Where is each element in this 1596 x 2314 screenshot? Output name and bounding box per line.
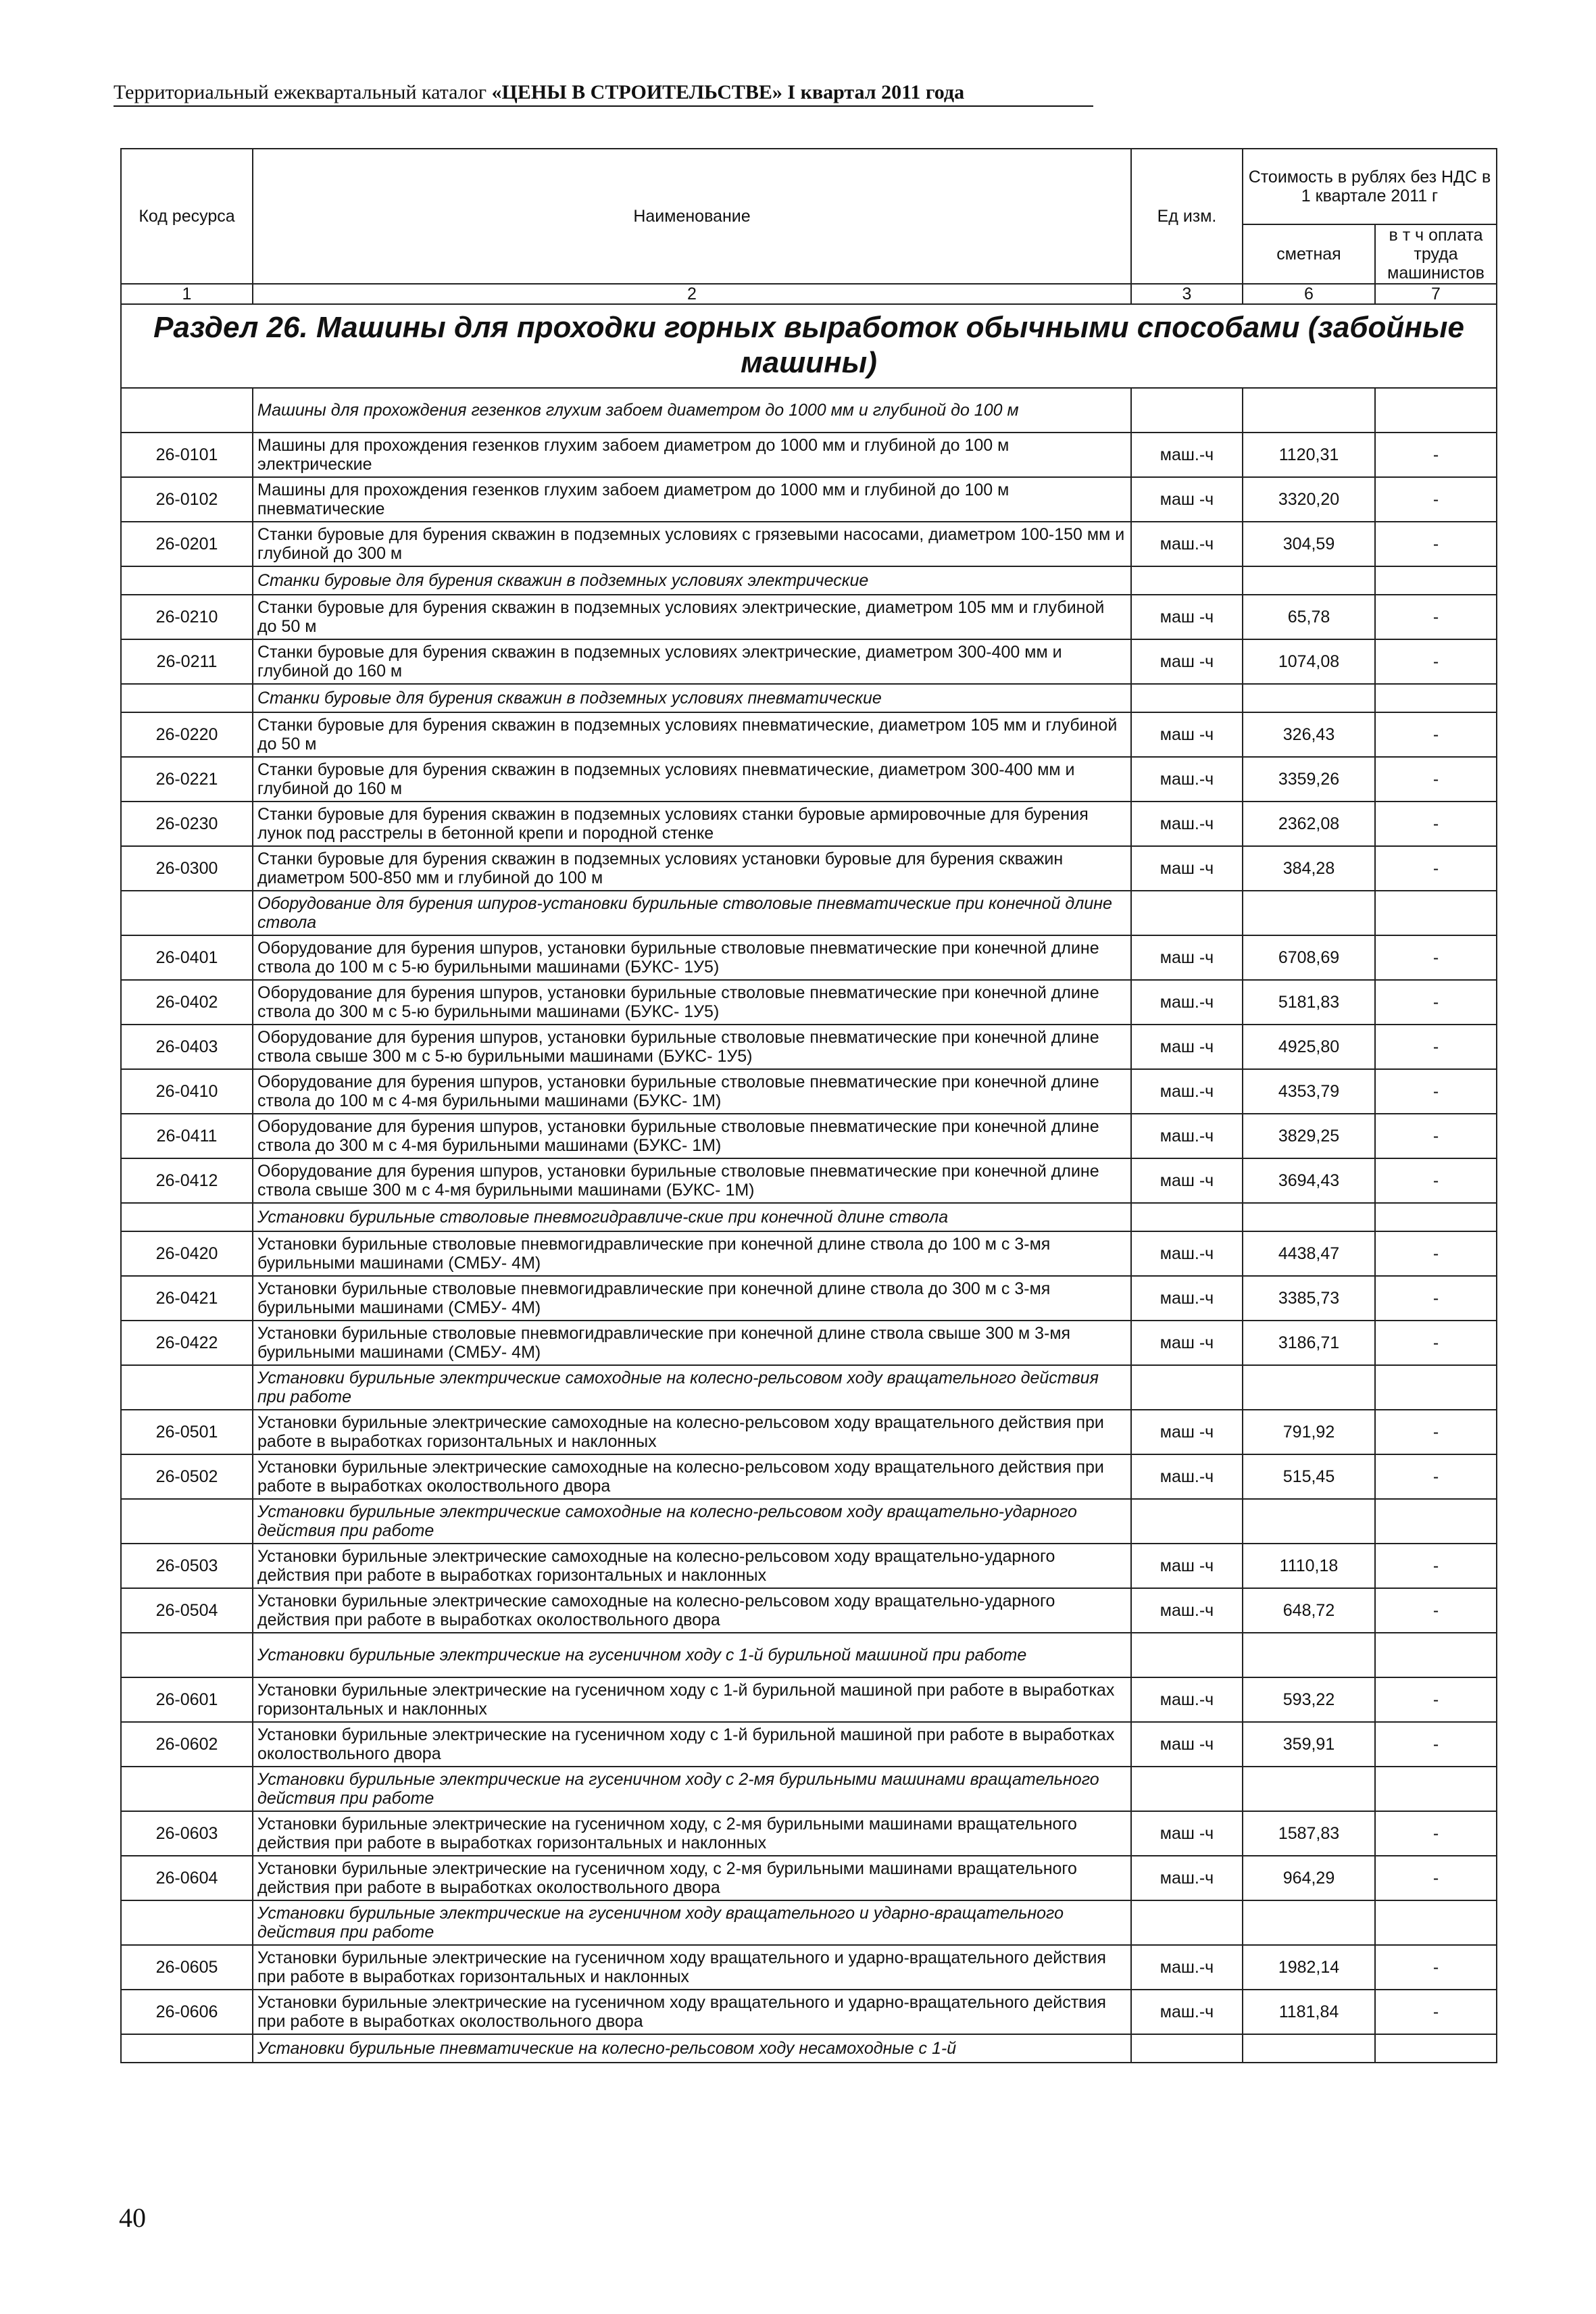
- unit: маш.-ч: [1131, 980, 1243, 1025]
- item-name: Станки буровые для бурения скважин в подземных условиях электрические, диаметром 300-400 мм и глубиной до 160 м: [253, 639, 1131, 684]
- subheading-row: [121, 891, 1497, 935]
- item-name: Установки бурильные электрические на гусеничном ходу, с 2-мя бурильными машинами вращательного действия при работе в выработках околоствольного двора: [253, 1856, 1131, 1900]
- estimated-cost: 1074,08: [1243, 639, 1375, 684]
- table-row: [121, 477, 1497, 522]
- item-name: Оборудование для бурения шпуров, установки бурильные стволовые пневматические при конечной длине ствола до 100 м с 4-мя бурильными машинами (БУКС- 1М): [253, 1069, 1131, 1114]
- item-name: Установки бурильные электрические на гусеничном ходу с 1-й бурильной машиной при работе: [253, 1633, 1131, 1677]
- operator-wage: -: [1375, 846, 1497, 891]
- item-name: Установки бурильные стволовые пневмогидравлические при конечной длине ствола до 300 м с 3-мя бурильными машинами (СМБУ- 4М): [253, 1276, 1131, 1321]
- item-name: Станки буровые для бурения скважин в подземных условиях пневматические, диаметром 300-400 мм и глубиной до 160 м: [253, 757, 1131, 802]
- item-name: Установки бурильные электрические самоходные на колесно-рельсовом ходу вращательно-ударного действия при работе: [253, 1499, 1131, 1544]
- table-row: [121, 1114, 1497, 1158]
- unit: маш -ч: [1131, 1722, 1243, 1767]
- unit: маш -ч: [1131, 846, 1243, 891]
- item-name: Оборудование для бурения шпуров, установки бурильные стволовые пневматические при конечной длине ствола свыше 300 м с 5-ю бурильными машинами (БУКС- 1У5): [253, 1025, 1131, 1069]
- estimated-cost: 1982,14: [1243, 1945, 1375, 1990]
- column-numbers-row: [121, 284, 1497, 304]
- operator-wage: [1375, 891, 1497, 935]
- table-row: [121, 433, 1497, 477]
- unit: маш -ч: [1131, 1158, 1243, 1203]
- table-row: [121, 757, 1497, 802]
- subheading-row: [121, 1203, 1497, 1231]
- operator-wage: -: [1375, 1114, 1497, 1158]
- operator-wage: -: [1375, 1069, 1497, 1114]
- table-row: [121, 1811, 1497, 1856]
- operator-wage: [1375, 2034, 1497, 2063]
- operator-wage: -: [1375, 757, 1497, 802]
- section-title-row: [121, 304, 1497, 388]
- table-row: [121, 1231, 1497, 1276]
- table-row: [121, 595, 1497, 639]
- operator-wage: -: [1375, 1025, 1497, 1069]
- col-cost-header: сметная: [1243, 224, 1375, 284]
- item-name: Машины для прохождения гезенков глухим забоем диаметром до 1000 мм и глубиной до 100 м: [253, 388, 1131, 433]
- operator-wage: -: [1375, 1410, 1497, 1454]
- resource-code: 26-0201: [121, 522, 253, 566]
- resource-code: [121, 1633, 253, 1677]
- col-name-header: Наименование: [253, 149, 1131, 284]
- subheading-row: [121, 566, 1497, 595]
- subheading-row: [121, 1365, 1497, 1410]
- item-name: Установки бурильные электрические на гусеничном ходу с 1-й бурильной машиной при работе в выработках околоствольного двора: [253, 1722, 1131, 1767]
- item-name: Станки буровые для бурения скважин в подземных условиях установки буровые для бурения скважин диаметром 500-850 мм и глубиной до 100 м: [253, 846, 1131, 891]
- estimated-cost: 964,29: [1243, 1856, 1375, 1900]
- item-name: Оборудование для бурения шпуров, установки бурильные стволовые пневматические при конечной длине ствола до 300 м с 4-мя бурильными машинами (БУКС- 1М): [253, 1114, 1131, 1158]
- operator-wage: -: [1375, 1231, 1497, 1276]
- estimated-cost: 3359,26: [1243, 757, 1375, 802]
- unit: маш.-ч: [1131, 1677, 1243, 1722]
- unit: маш.-ч: [1131, 433, 1243, 477]
- table-row: [121, 1321, 1497, 1365]
- resource-code: 26-0412: [121, 1158, 253, 1203]
- estimated-cost: 1120,31: [1243, 433, 1375, 477]
- unit: [1131, 1499, 1243, 1544]
- table-row: [121, 712, 1497, 757]
- operator-wage: [1375, 388, 1497, 433]
- col-number: 7: [1375, 284, 1497, 304]
- item-name: Установки бурильные стволовые пневмогидравличе-ские при конечной длине ствола: [253, 1203, 1131, 1231]
- estimated-cost: 2362,08: [1243, 802, 1375, 846]
- resource-code: 26-0401: [121, 935, 253, 980]
- estimated-cost: [1243, 388, 1375, 433]
- operator-wage: -: [1375, 1276, 1497, 1321]
- resource-code: [121, 1767, 253, 1811]
- subheading-row: [121, 684, 1497, 712]
- resource-code: 26-0220: [121, 712, 253, 757]
- table-header-row: [121, 149, 1497, 224]
- operator-wage: -: [1375, 1945, 1497, 1990]
- catalog-prefix: Территориальный ежеквартальный каталог: [114, 81, 492, 103]
- item-name: Установки бурильные стволовые пневмогидравлические при конечной длине ствола до 100 м с 3-мя бурильными машинами (СМБУ- 4М): [253, 1231, 1131, 1276]
- unit: маш.-ч: [1131, 1588, 1243, 1633]
- estimated-cost: [1243, 891, 1375, 935]
- estimated-cost: 5181,83: [1243, 980, 1375, 1025]
- unit: маш.-ч: [1131, 1454, 1243, 1499]
- table-row: [121, 1588, 1497, 1633]
- operator-wage: -: [1375, 433, 1497, 477]
- table-row: [121, 1722, 1497, 1767]
- unit: [1131, 891, 1243, 935]
- item-name: Оборудование для бурения шпуров, установки бурильные стволовые пневматические при конечной длине ствола свыше 300 м с 4-мя бурильными машинами (БУКС- 1М): [253, 1158, 1131, 1203]
- resource-code: [121, 1900, 253, 1945]
- estimated-cost: 1181,84: [1243, 1990, 1375, 2034]
- operator-wage: -: [1375, 712, 1497, 757]
- unit: [1131, 1203, 1243, 1231]
- item-name: Оборудование для бурения шпуров, установки бурильные стволовые пневматические при конечной длине ствола до 300 м с 5-ю бурильными машинами (БУКС- 1У5): [253, 980, 1131, 1025]
- estimated-cost: 593,22: [1243, 1677, 1375, 1722]
- table-row: [121, 1856, 1497, 1900]
- estimated-cost: [1243, 2034, 1375, 2063]
- col-code-header: Код ресурса: [121, 149, 253, 284]
- resource-code: [121, 2034, 253, 2063]
- unit: маш.-ч: [1131, 1945, 1243, 1990]
- unit: [1131, 1633, 1243, 1677]
- item-name: Установки бурильные электрические самоходные на колесно-рельсовом ходу вращательного действия при работе в выработках околоствольного двора: [253, 1454, 1131, 1499]
- item-name: Станки буровые для бурения скважин в подземных условиях электрические: [253, 566, 1131, 595]
- table-row: [121, 846, 1497, 891]
- operator-wage: -: [1375, 1990, 1497, 2034]
- resource-code: 26-0230: [121, 802, 253, 846]
- item-name: Машины для прохождения гезенков глухим забоем диаметром до 1000 мм и глубиной до 100 м пневматические: [253, 477, 1131, 522]
- resource-code: 26-0605: [121, 1945, 253, 1990]
- operator-wage: [1375, 1365, 1497, 1410]
- operator-wage: -: [1375, 639, 1497, 684]
- operator-wage: -: [1375, 522, 1497, 566]
- unit: маш.-ч: [1131, 1231, 1243, 1276]
- item-name: Установки бурильные электрические на гусеничном ходу с 1-й бурильной машиной при работе в выработках горизонтальных и наклонных: [253, 1677, 1131, 1722]
- estimated-cost: [1243, 1900, 1375, 1945]
- subheading-row: [121, 1767, 1497, 1811]
- item-name: Установки бурильные электрические самоходные на колесно-рельсовом ходу вращательного действия при работе в выработках горизонтальных и наклонных: [253, 1410, 1131, 1454]
- resource-code: 26-0420: [121, 1231, 253, 1276]
- operator-wage: -: [1375, 1544, 1497, 1588]
- table-row: [121, 980, 1497, 1025]
- unit: маш -ч: [1131, 1544, 1243, 1588]
- operator-wage: [1375, 1900, 1497, 1945]
- item-name: Станки буровые для бурения скважин в подземных условиях с грязевыми насосами, диаметром 100-150 мм и глубиной до 300 м: [253, 522, 1131, 566]
- item-name: Установки бурильные стволовые пневмогидравлические при конечной длине ствола свыше 300 м 3-мя бурильными машинами (СМБУ- 4М): [253, 1321, 1131, 1365]
- resource-code: 26-0102: [121, 477, 253, 522]
- estimated-cost: 6708,69: [1243, 935, 1375, 980]
- item-name: Оборудование для бурения шпуров-установки бурильные стволовые пневматические при конечной длине ствола: [253, 891, 1131, 935]
- unit: маш -ч: [1131, 639, 1243, 684]
- operator-wage: -: [1375, 595, 1497, 639]
- unit: маш.-ч: [1131, 1856, 1243, 1900]
- resource-code: 26-0402: [121, 980, 253, 1025]
- resource-code: [121, 684, 253, 712]
- operator-wage: -: [1375, 1722, 1497, 1767]
- estimated-cost: [1243, 566, 1375, 595]
- resource-code: [121, 1203, 253, 1231]
- table-row: [121, 802, 1497, 846]
- item-name: Установки бурильные электрические на гусеничном ходу вращательного и ударно-вращательного действия при работе в выработках околоствольного двора: [253, 1990, 1131, 2034]
- subheading-row: [121, 1499, 1497, 1544]
- resource-code: [121, 388, 253, 433]
- estimated-cost: 1587,83: [1243, 1811, 1375, 1856]
- estimated-cost: 3385,73: [1243, 1276, 1375, 1321]
- resource-code: 26-0221: [121, 757, 253, 802]
- unit: маш.-ч: [1131, 1276, 1243, 1321]
- table-row: [121, 1454, 1497, 1499]
- resource-code: 26-0210: [121, 595, 253, 639]
- item-name: Станки буровые для бурения скважин в подземных условиях пневматические: [253, 684, 1131, 712]
- table-row: [121, 935, 1497, 980]
- resource-code: 26-0504: [121, 1588, 253, 1633]
- item-name: Установки бурильные электрические на гусеничном ходу, с 2-мя бурильными машинами вращательного действия при работе в выработках горизонтальных и наклонных: [253, 1811, 1131, 1856]
- estimated-cost: 648,72: [1243, 1588, 1375, 1633]
- resource-code: 26-0501: [121, 1410, 253, 1454]
- resource-code: 26-0211: [121, 639, 253, 684]
- resource-code: [121, 1365, 253, 1410]
- unit: [1131, 388, 1243, 433]
- item-name: Установки бурильные электрические самоходные на колесно-рельсовом ходу вращательно-ударного действия при работе в выработках горизонтальных и наклонных: [253, 1544, 1131, 1588]
- subheading-row: [121, 2034, 1497, 2063]
- unit: [1131, 684, 1243, 712]
- unit: маш -ч: [1131, 1811, 1243, 1856]
- table-row: [121, 1945, 1497, 1990]
- resource-code: [121, 891, 253, 935]
- operator-wage: [1375, 1203, 1497, 1231]
- resource-code: 26-0300: [121, 846, 253, 891]
- estimated-cost: 4353,79: [1243, 1069, 1375, 1114]
- col-labor-header: в т ч оплата труда машинистов: [1375, 224, 1497, 284]
- resource-code: 26-0601: [121, 1677, 253, 1722]
- item-name: Установки бурильные электрические на гусеничном ходу вращательного и ударно-вращательного действия при работе в выработках горизонтальных и наклонных: [253, 1945, 1131, 1990]
- unit: [1131, 1767, 1243, 1811]
- price-table: [120, 148, 1497, 2063]
- resource-code: 26-0410: [121, 1069, 253, 1114]
- section-title: Раздел 26. Машины для проходки горных выработок обычными способами (забойные машины): [121, 304, 1497, 388]
- estimated-cost: 4438,47: [1243, 1231, 1375, 1276]
- estimated-cost: [1243, 684, 1375, 712]
- resource-code: 26-0602: [121, 1722, 253, 1767]
- subheading-row: [121, 1633, 1497, 1677]
- resource-code: [121, 1499, 253, 1544]
- unit: [1131, 566, 1243, 595]
- estimated-cost: 1110,18: [1243, 1544, 1375, 1588]
- estimated-cost: [1243, 1499, 1375, 1544]
- unit: маш.-ч: [1131, 1114, 1243, 1158]
- resource-code: [121, 566, 253, 595]
- unit: маш.-ч: [1131, 802, 1243, 846]
- col-number: 1: [121, 284, 253, 304]
- page-number: 40: [119, 2202, 146, 2233]
- operator-wage: -: [1375, 980, 1497, 1025]
- unit: маш -ч: [1131, 935, 1243, 980]
- estimated-cost: 3186,71: [1243, 1321, 1375, 1365]
- operator-wage: [1375, 1633, 1497, 1677]
- unit: маш -ч: [1131, 1410, 1243, 1454]
- col-unit-header: Ед изм.: [1131, 149, 1243, 284]
- resource-code: 26-0403: [121, 1025, 253, 1069]
- operator-wage: [1375, 1499, 1497, 1544]
- unit: маш -ч: [1131, 595, 1243, 639]
- operator-wage: -: [1375, 1454, 1497, 1499]
- table-body: [121, 388, 1497, 2063]
- item-name: Установки бурильные пневматические на колесно-рельсовом ходу несамоходные с 1-й: [253, 2034, 1131, 2063]
- operator-wage: -: [1375, 1856, 1497, 1900]
- table-row: [121, 1677, 1497, 1722]
- item-name: Установки бурильные электрические самоходные на колесно-рельсовом ходу вращательного действия при работе: [253, 1365, 1131, 1410]
- unit: [1131, 1900, 1243, 1945]
- operator-wage: -: [1375, 1811, 1497, 1856]
- col-number: 2: [253, 284, 1131, 304]
- unit: маш -ч: [1131, 712, 1243, 757]
- unit: маш.-ч: [1131, 757, 1243, 802]
- table-row: [121, 522, 1497, 566]
- subheading-row: [121, 388, 1497, 433]
- resource-code: 26-0502: [121, 1454, 253, 1499]
- operator-wage: -: [1375, 477, 1497, 522]
- table-row: [121, 1276, 1497, 1321]
- table-row: [121, 1410, 1497, 1454]
- estimated-cost: 4925,80: [1243, 1025, 1375, 1069]
- resource-code: 26-0411: [121, 1114, 253, 1158]
- operator-wage: [1375, 684, 1497, 712]
- operator-wage: -: [1375, 1158, 1497, 1203]
- item-name: Установки бурильные электрические на гусеничном ходу вращательного и ударно-вращательного действия при работе: [253, 1900, 1131, 1945]
- resource-code: 26-0604: [121, 1856, 253, 1900]
- unit: [1131, 1365, 1243, 1410]
- estimated-cost: 65,78: [1243, 595, 1375, 639]
- operator-wage: [1375, 1767, 1497, 1811]
- resource-code: 26-0101: [121, 433, 253, 477]
- resource-code: 26-0503: [121, 1544, 253, 1588]
- estimated-cost: [1243, 1633, 1375, 1677]
- unit: [1131, 2034, 1243, 2063]
- estimated-cost: [1243, 1203, 1375, 1231]
- estimated-cost: 304,59: [1243, 522, 1375, 566]
- unit: маш -ч: [1131, 1025, 1243, 1069]
- estimated-cost: 3694,43: [1243, 1158, 1375, 1203]
- table-row: [121, 1069, 1497, 1114]
- operator-wage: [1375, 566, 1497, 595]
- item-name: Машины для прохождения гезенков глухим забоем диаметром до 1000 мм и глубиной до 100 м электрические: [253, 433, 1131, 477]
- estimated-cost: 359,91: [1243, 1722, 1375, 1767]
- estimated-cost: [1243, 1365, 1375, 1410]
- estimated-cost: [1243, 1767, 1375, 1811]
- operator-wage: -: [1375, 1588, 1497, 1633]
- resource-code: 26-0606: [121, 1990, 253, 2034]
- resource-code: 26-0422: [121, 1321, 253, 1365]
- estimated-cost: 791,92: [1243, 1410, 1375, 1454]
- catalog-title: «ЦЕНЫ В СТРОИТЕЛЬСТВЕ» I квартал 2011 года: [491, 81, 965, 103]
- unit: маш.-ч: [1131, 522, 1243, 566]
- col-cost-group-header: Стоимость в рублях без НДС в 1 квартале 2011 г: [1243, 149, 1497, 224]
- item-name: Оборудование для бурения шпуров, установки бурильные стволовые пневматические при конечной длине ствола до 100 м с 5-ю бурильными машинами (БУКС- 1У5): [253, 935, 1131, 980]
- operator-wage: -: [1375, 1321, 1497, 1365]
- operator-wage: -: [1375, 1677, 1497, 1722]
- table-row: [121, 1544, 1497, 1588]
- item-name: Станки буровые для бурения скважин в подземных условиях электрические, диаметром 105 мм и глубиной до 50 м: [253, 595, 1131, 639]
- operator-wage: -: [1375, 802, 1497, 846]
- unit: маш.-ч: [1131, 1069, 1243, 1114]
- estimated-cost: 515,45: [1243, 1454, 1375, 1499]
- item-name: Установки бурильные электрические самоходные на колесно-рельсовом ходу вращательно-ударного действия при работе в выработках околоствольного двора: [253, 1588, 1131, 1633]
- resource-code: 26-0603: [121, 1811, 253, 1856]
- table-row: [121, 1990, 1497, 2034]
- col-number: 3: [1131, 284, 1243, 304]
- unit: маш -ч: [1131, 477, 1243, 522]
- table-row: [121, 1158, 1497, 1203]
- unit: маш -ч: [1131, 1321, 1243, 1365]
- estimated-cost: 384,28: [1243, 846, 1375, 891]
- subheading-row: [121, 1900, 1497, 1945]
- estimated-cost: 3829,25: [1243, 1114, 1375, 1158]
- col-number: 6: [1243, 284, 1375, 304]
- page-header: [114, 80, 1093, 107]
- estimated-cost: 3320,20: [1243, 477, 1375, 522]
- resource-code: 26-0421: [121, 1276, 253, 1321]
- item-name: Станки буровые для бурения скважин в подземных условиях пневматические, диаметром 105 мм и глубиной до 50 м: [253, 712, 1131, 757]
- operator-wage: -: [1375, 935, 1497, 980]
- item-name: Установки бурильные электрические на гусеничном ходу с 2-мя бурильными машинами вращательного действия при работе: [253, 1767, 1131, 1811]
- estimated-cost: 326,43: [1243, 712, 1375, 757]
- table-row: [121, 1025, 1497, 1069]
- item-name: Станки буровые для бурения скважин в подземных условиях станки буровые армировочные для бурения лунок под расстрелы в бетонной крепи и породной стенке: [253, 802, 1131, 846]
- table-row: [121, 639, 1497, 684]
- unit: маш.-ч: [1131, 1990, 1243, 2034]
